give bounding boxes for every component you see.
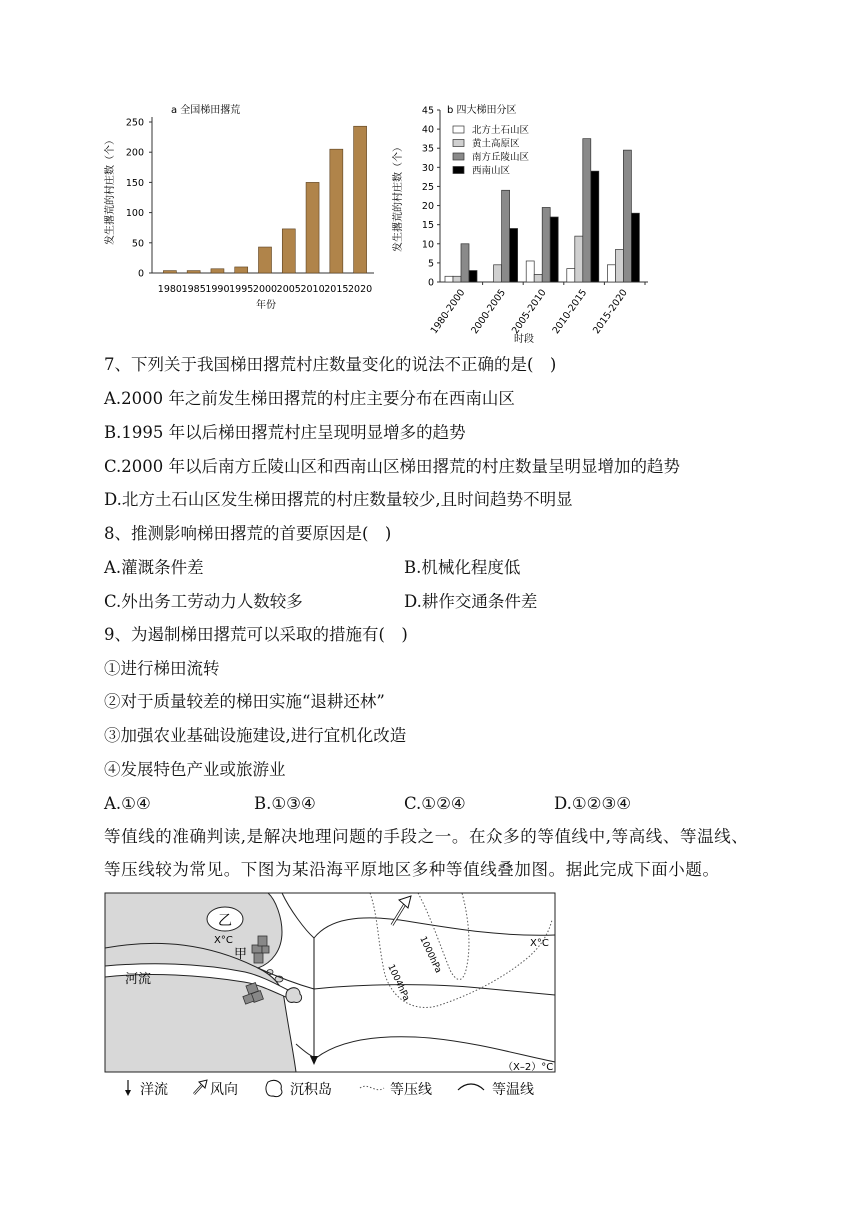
q8-stem: 8、推测影响梯田撂荒的首要原因是( ) — [104, 524, 392, 543]
chart-b-xlabel: 时段 — [514, 334, 534, 345]
chart-b-legend — [453, 124, 530, 177]
label-xc-right: X°C — [530, 938, 549, 949]
isotherm-x-minus-2 — [296, 1037, 555, 1062]
chart-a-ylabel: 发生撂荒的村庄数（个） — [105, 135, 116, 245]
q9-option-b[interactable]: B.①③④ — [254, 794, 316, 813]
legend-ocean-current: 洋流 — [140, 1082, 168, 1098]
q9-option-c[interactable]: C.①②④ — [404, 794, 466, 813]
q7-option-c[interactable]: C.2000 年以后南方丘陵山区和西南山区梯田撂荒的村庄数量呈明显增加的趋势 — [104, 457, 681, 476]
chart-b-legend-swatch — [453, 126, 464, 133]
chart-a-xtick-label: 1990 — [205, 284, 230, 295]
chart-a-ytick-label: 150 — [125, 177, 144, 189]
q9-item-4: ④发展特色产业或旅游业 — [104, 760, 286, 779]
chart-b-bar — [494, 265, 502, 282]
chart-a-xtick-label: 2005 — [276, 284, 301, 295]
ocean-current-arrowhead-icon — [310, 1056, 318, 1065]
legend-sediment-island: 沉积岛 — [290, 1082, 332, 1098]
chart-b — [390, 98, 660, 348]
q9-item-3: ③加强农业基础设施建设,进行宜机化改造 — [104, 726, 407, 745]
label-jia: 甲 — [234, 947, 248, 962]
label-river: 河流 — [125, 972, 152, 987]
chart-b-xtick-label: 2000-2005 — [469, 287, 509, 337]
chart-a-title: a 全国梯田撂荒 — [171, 105, 241, 116]
chart-b-legend-label: 黄土高原区 — [472, 138, 520, 150]
chart-a-bar — [187, 271, 200, 273]
chart-b-bar — [510, 228, 518, 282]
chart-b-legend-label: 北方土石山区 — [472, 125, 530, 136]
chart-b-ylabel: 发生撂荒的村庄数（个） — [393, 142, 404, 252]
chart-a-bar — [306, 182, 319, 273]
intro-paragraph: 等值线的准确判读,是解决地理问题的手段之一。在众多的等值线中,等高线、等温线、等压线较为常见。下图为某沿海平原地区多种等值线叠加图。据此完成下面小题。 — [104, 827, 749, 879]
chart-b-ytick-label: 0 — [427, 277, 434, 289]
chart-b-bar — [583, 139, 591, 282]
chart-b-bar — [534, 274, 542, 282]
sediment-island-icon — [286, 988, 302, 1003]
q9-item-2: ②对于质量较差的梯田实施“退耕还林” — [104, 692, 385, 711]
chart-b-bar — [615, 250, 623, 282]
chart-a-xticks — [158, 284, 372, 295]
label-xc-left: X°C — [214, 935, 233, 946]
chart-b-ytick-label: 40 — [421, 124, 434, 136]
chart-a-bar — [235, 267, 248, 273]
chart-b-ytick-label: 35 — [421, 143, 434, 155]
chart-b-ytick-label: 25 — [421, 181, 434, 193]
label-x-minus-2: （X–2）°C — [503, 1062, 554, 1073]
q9-option-a[interactable]: A.①④ — [104, 794, 151, 813]
q8-option-c[interactable]: C.外出务工劳动力人数较多 — [104, 592, 303, 611]
chart-b-ytick-label: 20 — [421, 201, 434, 213]
chart-b-bar — [542, 207, 550, 282]
chart-b-xtick-label: 2005-2010 — [509, 287, 549, 337]
chart-a-ytick-label: 200 — [125, 147, 144, 159]
chart-a-xtick-label: 1980 — [157, 284, 182, 295]
chart-b-ytick-label: 45 — [421, 105, 434, 117]
chart-a-bar — [163, 271, 176, 273]
q8-option-a[interactable]: A.灌溉条件差 — [104, 558, 204, 577]
chart-a-bars — [163, 126, 366, 273]
chart-b-title: b 四大梯田分区 — [447, 105, 517, 116]
chart-b-ytick-label: 15 — [421, 220, 434, 232]
q7-stem: 7、下列关于我国梯田撂荒村庄数量变化的说法不正确的是( ) — [104, 355, 557, 374]
chart-b-bar — [567, 269, 575, 282]
chart-a-xtick-label: 2015 — [324, 284, 349, 295]
chart-a-xtick-label: 2000 — [252, 284, 278, 295]
chart-b-bar — [575, 236, 583, 282]
chart-b-xticks — [429, 282, 645, 336]
chart-b-yticks — [422, 106, 440, 289]
label-1004hpa: 1004hPa — [385, 963, 411, 1003]
legend-isobar: 等压线 — [390, 1082, 432, 1098]
chart-b-bar — [550, 217, 558, 282]
chart-b-xtick-label: 2010-2015 — [550, 287, 590, 337]
chart-a-xtick-label: 1995 — [229, 284, 254, 295]
chart-a-bar — [330, 149, 343, 273]
chart-b-legend-swatch — [453, 167, 464, 174]
chart-a-bar — [211, 269, 224, 273]
chart-b-xtick-label: 1980-2000 — [428, 287, 468, 337]
chart-a-xtick-label: 2010 — [300, 284, 325, 295]
chart-b-legend-label: 南方丘陵山区 — [472, 152, 530, 163]
isoline-map — [100, 888, 562, 1103]
chart-b-bar — [591, 171, 599, 282]
isotherm-x — [282, 893, 555, 938]
q9-item-1: ①进行梯田流转 — [104, 659, 220, 678]
q9-stem: 9、为遏制梯田撂荒可以采取的措施有( ) — [104, 625, 408, 644]
chart-a-xtick-label: 2020 — [348, 284, 373, 295]
chart-b-bar — [607, 265, 615, 282]
map-legend — [125, 1080, 534, 1098]
chart-a-ytick-label: 250 — [125, 117, 144, 129]
chart-b-legend-label: 西南山区 — [472, 165, 511, 177]
chart-a-ytick-label: 0 — [137, 268, 144, 280]
q7-option-a[interactable]: A.2000 年之前发生梯田撂荒的村庄主要分布在西南山区 — [104, 389, 515, 408]
chart-b-ytick-label: 10 — [421, 239, 434, 251]
chart-a-xlabel: 年份 — [256, 300, 276, 311]
chart-a-yticks — [126, 118, 152, 280]
label-yi: 乙 — [218, 913, 232, 929]
chart-b-bar — [502, 190, 510, 282]
q7-option-d[interactable]: D.北方土石山区发生梯田撂荒的村庄数量较少,且时间趋势不明显 — [104, 490, 573, 509]
legend-isotherm: 等温线 — [492, 1082, 534, 1098]
legend-wind: 风向 — [210, 1082, 238, 1098]
chart-a-ytick-label: 50 — [131, 238, 144, 250]
chart-b-ytick-label: 30 — [421, 162, 434, 174]
chart-a — [100, 98, 390, 320]
chart-a-bar — [354, 126, 367, 273]
q8-option-d[interactable]: D.耕作交通条件差 — [404, 592, 538, 611]
chart-b-legend-swatch — [453, 140, 464, 147]
chart-b-legend-swatch — [453, 153, 464, 160]
chart-b-ytick-label: 5 — [427, 258, 434, 270]
q9-option-d[interactable]: D.①②③④ — [554, 794, 632, 813]
label-1000hpa: 1000hPa — [417, 935, 443, 975]
chart-b-bar — [461, 244, 469, 282]
chart-b-bar — [469, 271, 477, 282]
chart-b-xtick-label: 2015-2020 — [591, 287, 630, 337]
chart-b-bar — [453, 276, 461, 282]
q8-option-b[interactable]: B.机械化程度低 — [404, 558, 521, 577]
chart-b-bar — [526, 261, 534, 282]
chart-b-bar — [623, 150, 631, 282]
q7-option-b[interactable]: B.1995 年以后梯田撂荒村庄呈现明显增多的趋势 — [104, 423, 466, 442]
chart-a-bar — [259, 247, 272, 273]
chart-b-bar — [445, 276, 453, 282]
chart-a-bar — [282, 229, 295, 273]
chart-b-bar — [631, 213, 639, 282]
chart-a-ytick-label: 100 — [125, 208, 144, 220]
chart-a-xtick-label: 1985 — [181, 284, 206, 295]
